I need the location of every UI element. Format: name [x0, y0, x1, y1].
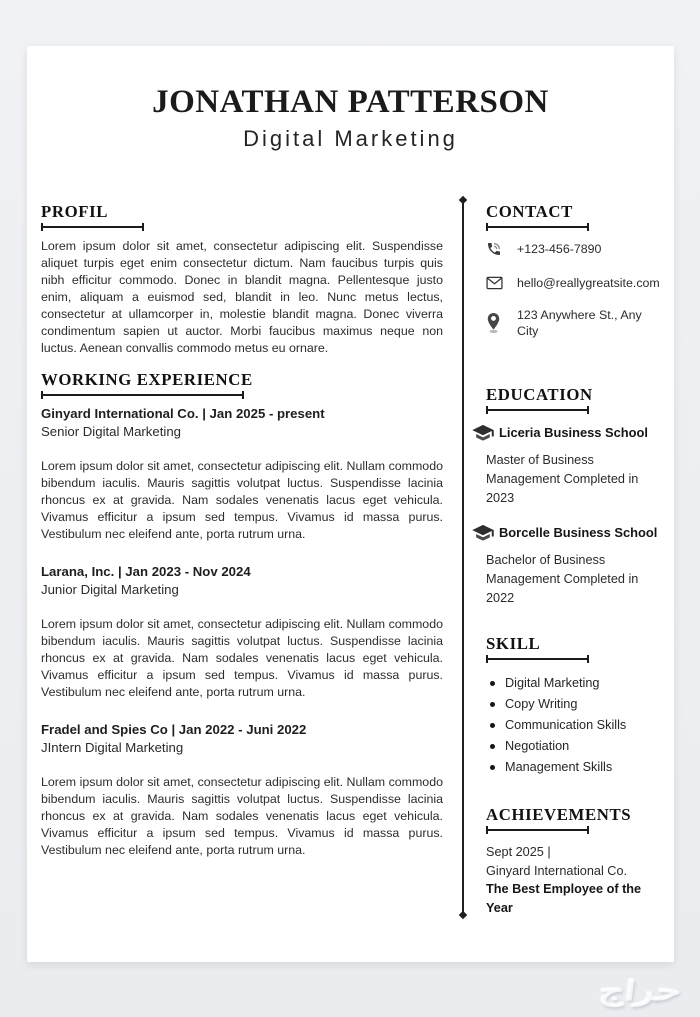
skill-item: Management Skills	[486, 757, 664, 778]
job-title: Fradel and Spies Co | Jan 2022 - Juni 2022	[41, 722, 307, 737]
education-entry	[486, 524, 664, 608]
contact-list	[486, 239, 664, 339]
education-school-row	[472, 524, 664, 541]
phone-icon	[486, 239, 503, 259]
contact-heading: CONTACT	[486, 202, 573, 221]
heading-rule	[41, 226, 144, 228]
envelope-icon	[486, 273, 503, 293]
school-name: Liceria Business School	[499, 425, 649, 440]
achievement-entry	[486, 843, 664, 917]
skill-item: Communication Skills	[486, 715, 664, 736]
education-school-row	[472, 424, 664, 441]
school-name: Borcelle Business School	[499, 525, 658, 540]
profile-heading: PROFIL	[41, 202, 108, 221]
contact-row	[486, 239, 664, 259]
location-pin-icon	[486, 313, 503, 333]
contact-phone: +123-456-7890	[517, 242, 602, 256]
contact-email: hello@reallygreatsite.com	[517, 276, 660, 290]
heading-rule	[486, 829, 589, 831]
profile-text: Lorem ipsum dolor sit amet, consectetur adipiscing elit. Suspendisse aliquet turpis eget enim consectetur dictum. Nam faucibus turpis quis nibh efficitur commodo. Donec in blandit magna. Pellentesque justo enim, aliquam a euismod sed, blandit in leo. Nunc metus lectus, consectetur at ullamcorper in, molestie blandit magna. Donec viverra condimentum sapien ut auctor. Morbi faucibus maximus neque non luctus. Aenean convallis commodo metus eu ornare.	[41, 239, 443, 355]
skill-item: Copy Writing	[486, 694, 664, 715]
job-role: Junior Digital Marketing	[41, 582, 179, 597]
job-title: Ginyard International Co. | Jan 2025 - present	[41, 406, 325, 421]
heading-rule	[486, 658, 589, 660]
skills-list	[486, 673, 664, 778]
education-heading: EDUCATION	[486, 385, 593, 404]
contact-row	[486, 307, 664, 339]
candidate-name: JONATHAN PATTERSON	[152, 84, 549, 120]
school-detail: Bachelor of Business Management Completed in 2022	[486, 553, 639, 605]
job-title: Larana, Inc. | Jan 2023 - Nov 2024	[41, 564, 251, 579]
skill-item: Negotiation	[486, 736, 664, 757]
job-description: Lorem ipsum dolor sit amet, consectetur adipiscing elit. Nullam commodo bibendum iaculis. Mauris sagittis volutpat luctus. Suspendisse lacinia rhoncus ex at gravida. Nam sodales venenatis lacus eget vehicula. Vivamus efficitur a ipsum sed tempus. Vivamus id massa purus. Vestibulum nec eleifend ante, porta rutrum urna.	[41, 617, 443, 699]
resume-page	[27, 46, 674, 962]
graduation-cap-icon	[472, 424, 494, 441]
contact-row	[486, 273, 664, 293]
job-description: Lorem ipsum dolor sit amet, consectetur adipiscing elit. Nullam commodo bibendum iaculis. Mauris sagittis volutpat luctus. Suspendisse lacinia rhoncus ex at gravida. Nam sodales venenatis lacus eget vehicula. Vivamus efficitur a ipsum sed tempus. Vivamus id massa purus. Vestibulum nec eleifend ante, porta rutrum urna.	[41, 775, 443, 857]
education-entry	[486, 424, 664, 508]
heading-rule	[486, 409, 589, 411]
job-entry	[41, 563, 443, 701]
achievement-award: The Best Employee of the Year	[486, 882, 642, 915]
job-entry	[41, 405, 443, 543]
heading-rule	[486, 226, 589, 228]
job-role: JIntern Digital Marketing	[41, 740, 184, 755]
graduation-cap-icon	[472, 524, 494, 541]
achievement-company: Ginyard International Co.	[486, 863, 628, 878]
contact-address: 123 Anywhere St., Any City	[517, 308, 642, 338]
job-role: Senior Digital Marketing	[41, 424, 181, 439]
right-column	[486, 202, 664, 917]
skills-heading: SKILL	[486, 634, 541, 653]
job-description: Lorem ipsum dolor sit amet, consectetur adipiscing elit. Nullam commodo bibendum iaculis. Mauris sagittis volutpat luctus. Suspendisse lacinia rhoncus ex at gravida. Nam sodales venenatis lacus eget vehicula. Vivamus efficitur a ipsum sed tempus. Vivamus id massa purus. Vestibulum nec eleifend ante, porta rutrum urna.	[41, 459, 443, 541]
achievement-date: Sept 2025 |	[486, 845, 551, 859]
skill-item: Digital Marketing	[486, 673, 664, 694]
heading-rule	[41, 394, 244, 396]
achievements-heading: ACHIEVEMENTS	[486, 805, 632, 824]
column-divider	[462, 200, 464, 915]
experience-heading: WORKING EXPERIENCE	[41, 370, 253, 389]
left-column	[41, 202, 443, 859]
job-entry	[41, 721, 443, 859]
candidate-title: Digital Marketing	[243, 126, 458, 151]
resume-header	[27, 84, 674, 153]
school-detail: Master of Business Management Completed in 2023	[486, 453, 639, 505]
haraj-watermark: حراج	[597, 976, 685, 1006]
